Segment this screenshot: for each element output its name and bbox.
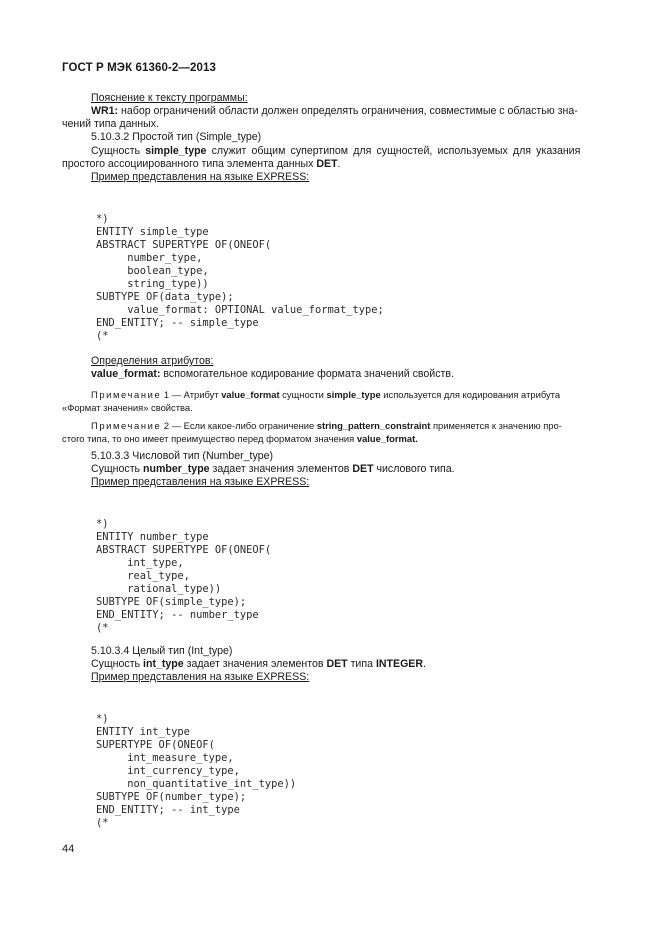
document-header: ГОСТ Р МЭК 61360-2—2013	[62, 62, 216, 74]
note-label: Примечание	[91, 389, 162, 400]
number-type-para	[91, 463, 455, 476]
code-line: SUBTYPE OF(simple_type);	[96, 596, 247, 608]
code-line: non_quantitative_int_type))	[96, 778, 297, 790]
text-run: Сущность	[91, 145, 146, 157]
code-line: real_type,	[96, 570, 190, 582]
note-2-line-2	[62, 432, 418, 445]
simple-type-para-1	[91, 145, 580, 158]
det-term: DET	[316, 158, 338, 170]
simple-type-example-title: Пример представления на языке EXPRESS:	[91, 171, 310, 183]
int-type-para	[91, 658, 426, 671]
text-run: вспомогательное кодирование формата значений свойств.	[160, 368, 454, 380]
code-line: *)	[96, 518, 109, 530]
code-line: END_ENTITY; -- number_type	[96, 609, 259, 621]
text-run: сущности	[279, 389, 327, 400]
code-line: int_measure_type,	[96, 752, 234, 764]
page-number: 44	[62, 843, 75, 855]
attribute-name: value_format	[221, 389, 280, 400]
text-run: задает значения элементов	[209, 463, 353, 475]
code-line: (*	[96, 622, 109, 634]
code-line: value_format: OPTIONAL value_format_type;	[96, 304, 384, 316]
wr1-label: WR1:	[91, 105, 119, 117]
entity-name: simple_type	[145, 145, 207, 157]
note-1-line-2: «Формат значения» свойства.	[62, 402, 193, 413]
text-run: 2 — Если какое-либо ограничение	[161, 420, 317, 431]
simple-type-para-2	[62, 158, 341, 171]
wr1-text: набор ограничений области должен определять ограничения, совместимые с областью зна-	[118, 105, 578, 117]
entity-name: number_type	[143, 463, 210, 475]
attribute-name: value_format:	[91, 368, 161, 380]
code-line: string_type))	[96, 278, 209, 290]
number-type-code	[96, 505, 271, 635]
code-line: SUBTYPE OF(number_type);	[96, 791, 247, 803]
note-1-line-1	[91, 388, 560, 401]
wr1-line-2: чений типа данных.	[62, 118, 160, 130]
text-run: .	[337, 158, 341, 170]
number-type-heading: 5.10.3.3 Числовой тип (Number_type)	[91, 450, 274, 462]
code-line: ENTITY int_type	[96, 726, 190, 738]
code-line: ENTITY number_type	[96, 531, 209, 543]
int-type-example-title: Пример представления на языке EXPRESS:	[91, 671, 310, 683]
code-line: boolean_type,	[96, 265, 209, 277]
text-run: Сущность	[91, 658, 144, 670]
code-line: END_ENTITY; -- int_type	[96, 804, 240, 816]
entity-name: int_type	[143, 658, 184, 670]
entity-name: simple_type	[326, 389, 381, 400]
code-line: ENTITY simple_type	[96, 226, 209, 238]
attribute-name: value_format.	[356, 433, 418, 444]
text-run: используется для кодирования атрибута	[380, 389, 561, 400]
code-line: rational_type))	[96, 583, 222, 595]
text-run: числового типа.	[373, 463, 455, 475]
text-run: простого ассоциированного типа элемента данных	[62, 158, 317, 170]
int-type-code	[96, 700, 296, 830]
text-run: Сущность	[91, 463, 144, 475]
note-label: Примечание	[91, 420, 162, 431]
attributes-title: Определения атрибутов:	[91, 355, 214, 367]
code-line: ABSTRACT SUPERTYPE OF(ONEOF(	[96, 544, 272, 556]
text-run: стого типа, то оно имеет преимущество перед форматом значения	[62, 433, 357, 444]
text-run: типа	[347, 658, 376, 670]
text-run: задает значения элементов	[183, 658, 327, 670]
text-run: служит общим супертипом для сущностей, используемых для указания	[206, 145, 581, 157]
text-run: применяется к значению про-	[430, 420, 562, 431]
text-run: .	[423, 658, 426, 670]
code-line: (*	[96, 817, 109, 829]
code-line: ABSTRACT SUPERTYPE OF(ONEOF(	[96, 239, 272, 251]
code-line: int_currency_type,	[96, 765, 240, 777]
integer-term: INTEGER	[375, 658, 424, 670]
det-term: DET	[352, 463, 374, 475]
constraint-name: string_pattern_constraint	[316, 420, 431, 431]
code-line: (*	[96, 330, 109, 342]
number-type-example-title: Пример представления на языке EXPRESS:	[91, 476, 310, 488]
wr1-line-1	[91, 105, 578, 118]
text-run: 1 — Атрибут	[161, 389, 222, 400]
int-type-heading: 5.10.3.4 Целый тип (Int_type)	[91, 645, 233, 657]
note-2-line-1	[91, 419, 562, 432]
code-line: SUBTYPE OF(data_type);	[96, 291, 234, 303]
code-line: END_ENTITY; -- simple_type	[96, 317, 259, 329]
value-format-definition	[91, 368, 454, 381]
det-term: DET	[326, 658, 348, 670]
simple-type-heading: 5.10.3.2 Простой тип (Simple_type)	[91, 131, 262, 143]
explanation-title: Пояснение к тексту программы:	[91, 92, 248, 104]
code-line: *)	[96, 213, 109, 225]
code-line: number_type,	[96, 252, 203, 264]
code-line: int_type,	[96, 557, 184, 569]
code-line: SUPERTYPE OF(ONEOF(	[96, 739, 215, 751]
simple-type-code	[96, 200, 384, 343]
code-line: *)	[96, 713, 109, 725]
